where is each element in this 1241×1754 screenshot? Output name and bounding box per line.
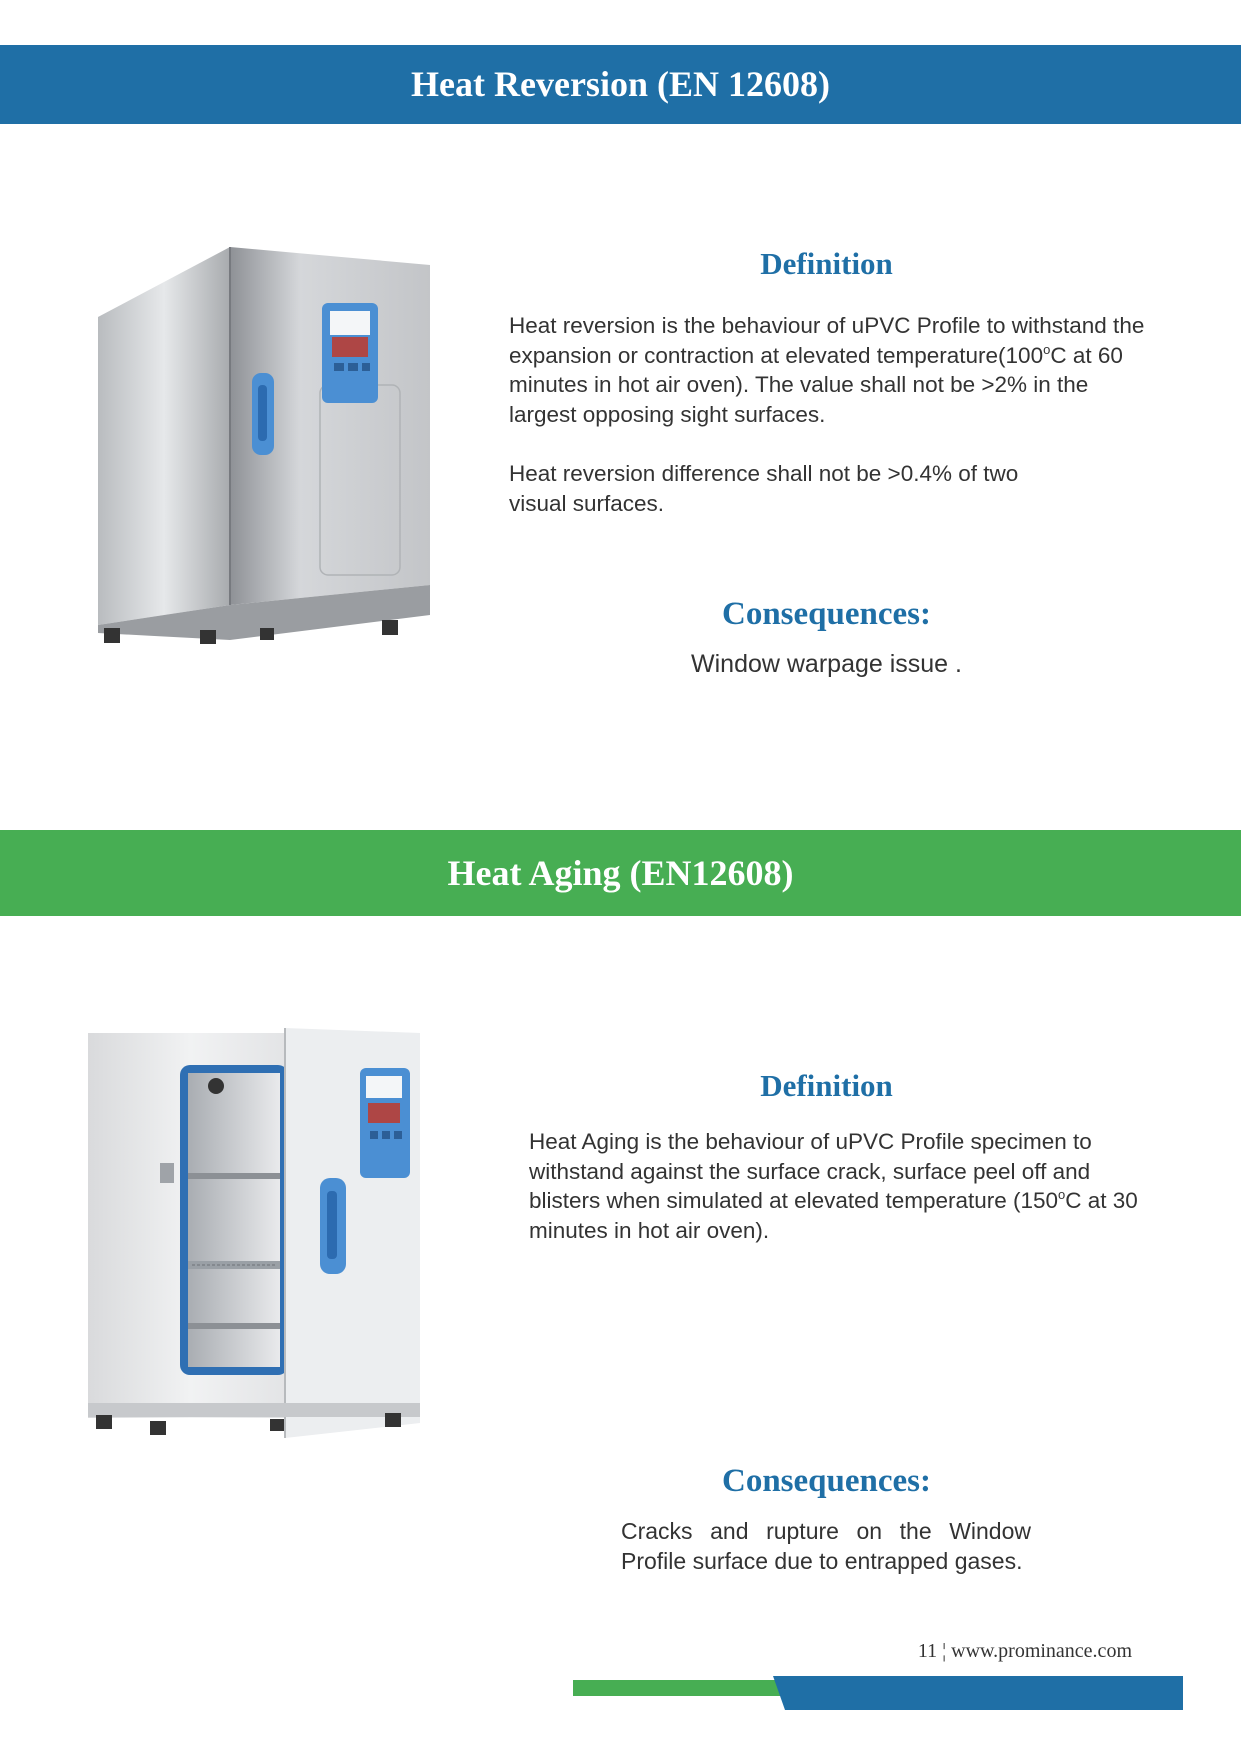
definition-paragraph: [509, 311, 1149, 429]
consequences-text: Window warpage issue .: [691, 650, 962, 678]
section-banner-heat-reversion: [0, 45, 1241, 124]
consequences-heading: Consequences:: [721, 1463, 931, 1499]
degree-symbol: o: [1043, 341, 1051, 357]
definition-heading: Definition: [760, 1068, 893, 1103]
definition-text-part: Heat reversion is the behaviour of uPVC Profile to withstand the expansion or contraction at elevated temperature(100: [509, 313, 1145, 368]
degree-symbol: o: [1058, 1187, 1066, 1202]
consequences-heading: Consequences:: [721, 596, 931, 632]
definition-paragraph: [529, 1127, 1149, 1245]
definition-text-part: C at 60 minutes in hot air oven). The value shall not be >2% in the largest opposing sight surfaces.: [509, 342, 1123, 427]
footer-stripe-bar: [573, 1676, 1183, 1712]
hot-air-oven-closed-image: [90, 245, 435, 645]
section-title: Heat Reversion (EN 12608): [411, 64, 830, 104]
section-banner-heat-aging: [0, 830, 1241, 916]
definition-text-part: C at 30 minutes in hot air oven).: [529, 1188, 1138, 1243]
page-number: 11: [917, 1640, 938, 1662]
definition-paragraph-2: Heat reversion difference shall not be >0.4% of two visual surfaces.: [509, 461, 1019, 516]
website-link[interactable]: www.prominance.com: [951, 1640, 1132, 1662]
hot-air-oven-open-image: [80, 1023, 435, 1443]
consequences-text: Cracks and rupture on the Window Profile surface due to entrapped gases.: [621, 1518, 1031, 1574]
definition-heading: Definition: [760, 246, 893, 281]
footer-separator: ¦: [942, 1640, 947, 1662]
definition-text-part: Heat Aging is the behaviour of uPVC Profile specimen to withstand against the surface crack, surface peel off and blisters when simulated at elevated temperature (150: [529, 1129, 1092, 1213]
section-title: Heat Aging (EN12608): [447, 853, 794, 893]
footer: [860, 1640, 1132, 1663]
